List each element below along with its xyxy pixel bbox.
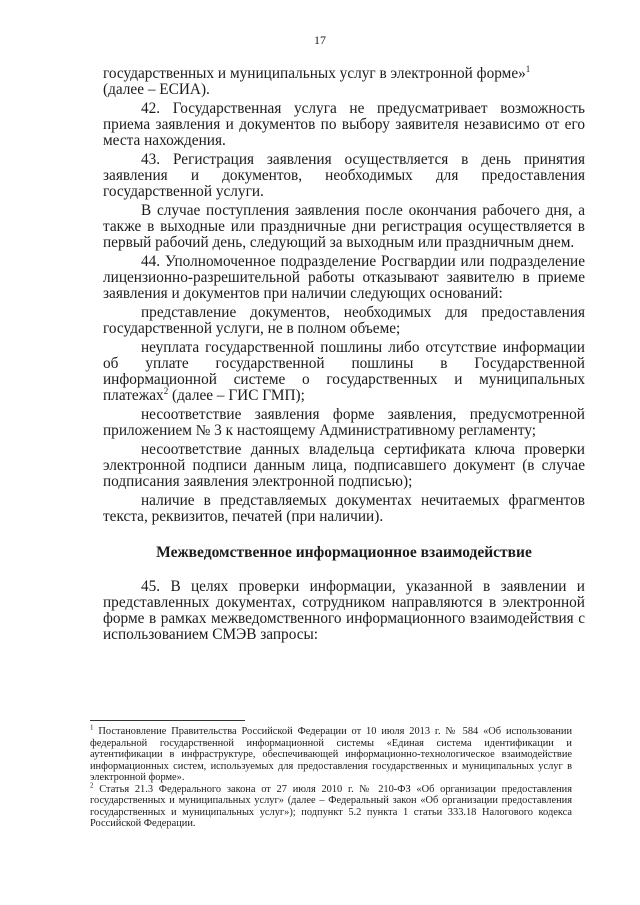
- footnote-1-marker: 1: [90, 723, 94, 732]
- paragraph-43: 43. Регистрация заявления осуществляется в день принятия заявления и документов, необходимых для предоставления государственной услуги.: [103, 151, 585, 200]
- paragraph-intro-text: государственных и муниципальных услуг в электронной форме»: [103, 65, 526, 82]
- paragraph-intro-tail: (далее – ЕСИА).: [103, 81, 210, 98]
- footnote-ref-1: 1: [525, 63, 531, 74]
- footnote-divider: [90, 720, 245, 721]
- section-heading: Межведомственное информационное взаимодействие: [156, 544, 532, 561]
- paragraph-44-item-3: несоответствие заявления форме заявления, предусмотренной приложением № 3 к настоящему Административному регламенту;: [103, 406, 585, 439]
- footnote-2: [90, 781, 572, 830]
- page-number: 17: [314, 33, 326, 47]
- paragraph-45: 45. В целях проверки информации, указанной в заявлении и представленных документах, сотрудником направляются в электронной форме в рамках межведомственного информационного взаимодействия с использованием СМЭВ запросы:: [103, 578, 585, 643]
- paragraph-intro: [103, 63, 585, 98]
- paragraph-44-item-2: [103, 340, 585, 404]
- footnote-2-text: Статья 21.3 Федерального закона от 27 июля 2010 г. № 210-ФЗ «Об организации предоставления государственных и муниципальных услуг» (далее – Федеральный закон «Об организации предоставления государственных и муниципальных услуг»); подпункт 5.2 пункта 1 статьи 333.18 Налогового кодекса Российской Федерации.: [90, 783, 572, 829]
- paragraph-44-item-2-text: неуплата государственной пошлины либо отсутствие информации об уплате государственной пошлины в Государственной информационной системе о государственных и муниципальных платежах: [103, 339, 585, 404]
- footnote-1: [90, 723, 572, 784]
- paragraph-44: 44. Уполномоченное подразделение Росгвардии или подразделение лицензионно-разрешительной работы отказывают заявителю в приеме заявления и документов при наличии следующих оснований:: [103, 253, 585, 302]
- document-body: [103, 63, 585, 646]
- paragraph-44-item-2-tail: (далее – ГИС ГМП);: [168, 387, 305, 404]
- footnote-2-marker: 2: [90, 781, 94, 790]
- footnote-1-text: Постановление Правительства Российской Федерации от 10 июля 2013 г. № 584 «Об использовании федеральной государственной информационной системы «Единая система идентификации и аутентификации в инфраструктуре, обеспечивающей информационно-технологическое взаимодействие информационных систем, используемых для предоставления государственных и муниципальных услуг в электронной форме».: [90, 726, 572, 783]
- paragraph-43-continued: В случае поступления заявления после окончания рабочего дня, а также в выходные или праздничные дни регистрация осуществляется в первый рабочий день, следующий за выходным или праздничным днем.: [103, 202, 585, 251]
- footnote-ref-2: 2: [163, 385, 169, 396]
- paragraph-44-item-1: представление документов, необходимых для предоставления государственной услуги, не в полном объеме;: [103, 304, 585, 337]
- footnotes: [90, 723, 572, 830]
- paragraph-44-item-4: несоответствие данных владельца сертификата ключа проверки электронной подписи данным лица, подписавшего документ (в случае подписания заявления электронной подписью);: [103, 441, 585, 490]
- paragraph-44-item-5: наличие в представляемых документах нечитаемых фрагментов текста, реквизитов, печатей (при наличии).: [103, 492, 585, 525]
- paragraph-42: 42. Государственная услуга не предусматривает возможность приема заявления и документов по выбору заявителя независимо от его места нахождения.: [103, 100, 585, 149]
